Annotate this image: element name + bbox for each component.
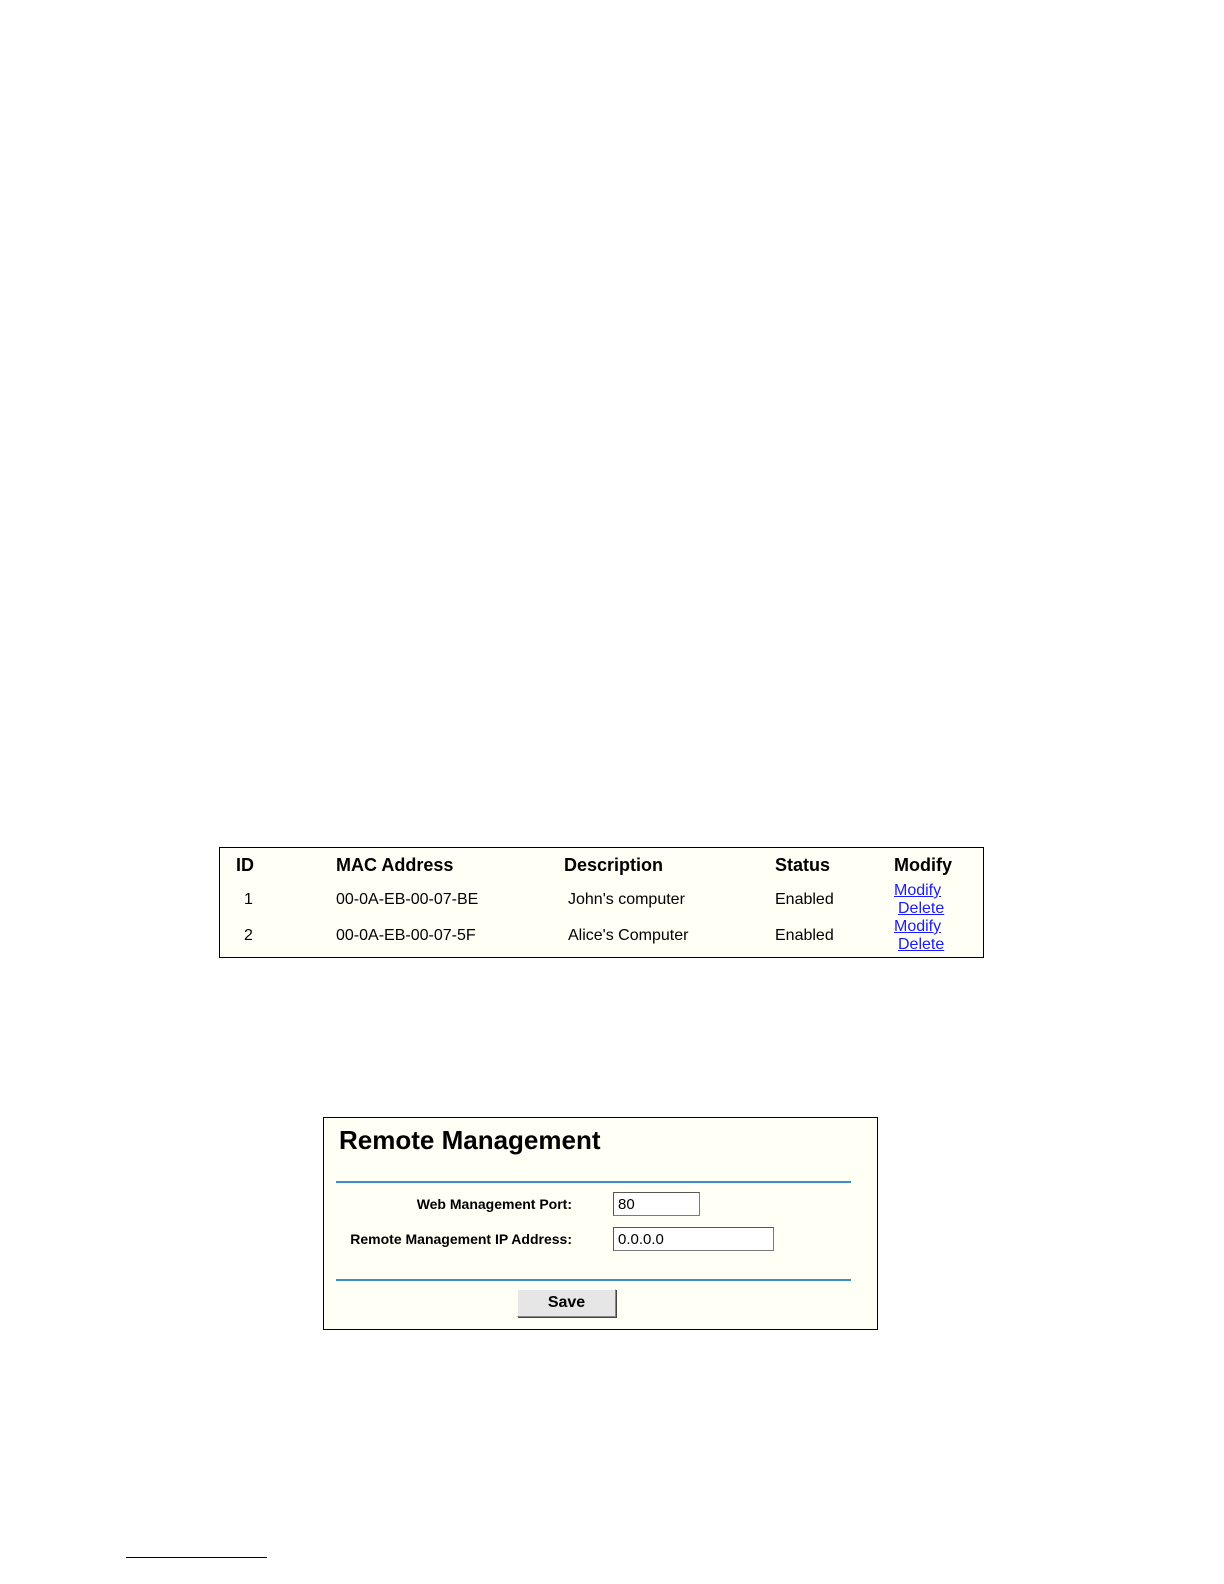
header-mac-address: MAC Address xyxy=(336,854,454,875)
table-row xyxy=(220,882,983,918)
table-row xyxy=(220,918,983,954)
footnote-divider xyxy=(126,1557,267,1558)
remote-management-panel xyxy=(323,1117,878,1330)
header-id: ID xyxy=(236,854,254,875)
row-description: Alice's Computer xyxy=(568,927,689,944)
delete-link[interactable]: Delete xyxy=(898,900,945,917)
modify-link[interactable]: Modify xyxy=(894,882,942,899)
mac-filter-table xyxy=(220,848,983,954)
table-header-row xyxy=(220,848,983,882)
row-actions xyxy=(894,882,983,918)
page-title: Remote Management xyxy=(339,1125,601,1155)
header-modify: Modify xyxy=(894,854,952,875)
top-divider xyxy=(336,1181,851,1183)
row-mac-address: 00-0A-EB-00-07-BE xyxy=(336,891,479,908)
bottom-divider xyxy=(336,1279,851,1281)
row-id: 2 xyxy=(244,927,253,944)
save-button[interactable]: Save xyxy=(517,1289,616,1317)
mac-filter-panel xyxy=(219,847,984,958)
remote-management-ip-input[interactable] xyxy=(613,1227,774,1251)
row-id: 1 xyxy=(244,891,253,908)
header-status: Status xyxy=(775,854,831,875)
header-description: Description xyxy=(564,854,664,875)
web-management-port-input[interactable] xyxy=(613,1192,700,1216)
row-actions xyxy=(894,918,983,954)
row-status: Enabled xyxy=(775,927,834,944)
modify-link[interactable]: Modify xyxy=(894,918,942,935)
remote-management-ip-label: Remote Management IP Address: xyxy=(350,1231,572,1247)
row-mac-address: 00-0A-EB-00-07-5F xyxy=(336,927,476,944)
delete-link[interactable]: Delete xyxy=(898,936,945,953)
web-management-port-label: Web Management Port: xyxy=(416,1196,572,1212)
row-description: John's computer xyxy=(568,891,685,908)
row-status: Enabled xyxy=(775,891,834,908)
